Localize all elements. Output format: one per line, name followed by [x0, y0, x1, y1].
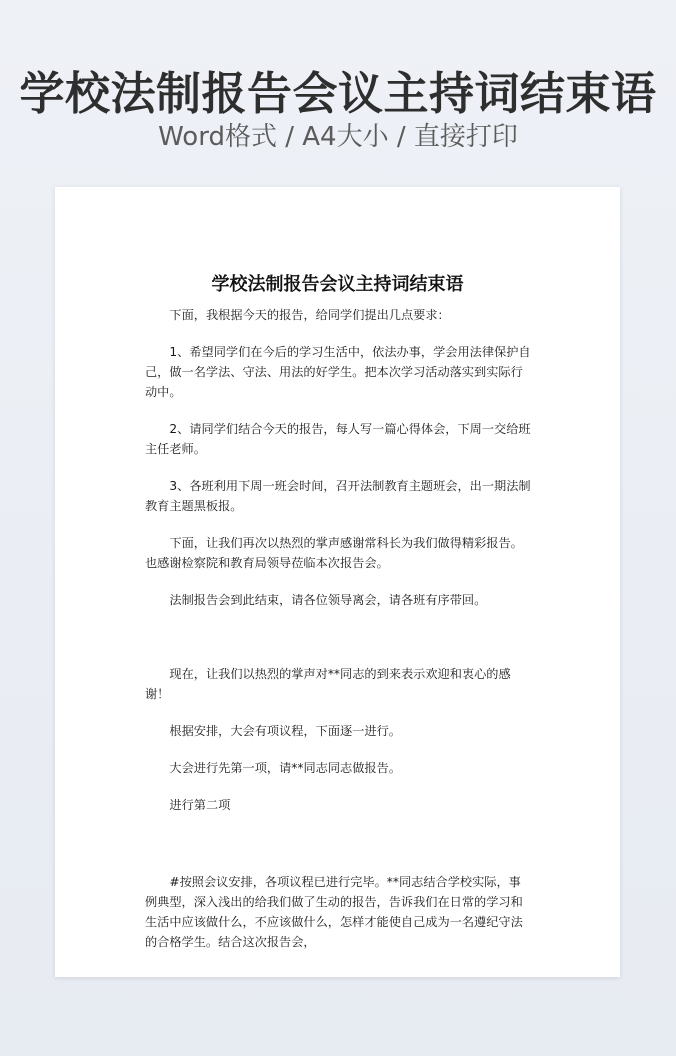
paragraph-second-item: 进行第二项	[169, 798, 231, 812]
paragraph-first-item: 大会进行先第一项，请**同志同志做报告。	[169, 761, 401, 775]
document-title: 学校法制报告会议主持词结束语	[211, 274, 464, 295]
document-body	[145, 305, 533, 952]
paragraph-intro: 下面，我根据今天的报告，给同学们提出几点要求：	[169, 308, 450, 322]
banner-subtitle: Word格式 / A4大小 / 直接打印	[158, 122, 518, 152]
paragraph-item-1: 1、希望同学们在今后的学习生活中，依法办事，学会用法律保护自己，做一名学法、守法、用法的好学生。把本次学习活动落实到实际行动中。	[145, 345, 531, 399]
paragraph-summary: #按照会议安排，各项议程已进行完毕。**同志结合学校实际，事例典型，深入浅出的给我们做了生动的报告，告诉我们在日常的学习和生活中应该做什么，不应该做什么，怎样才能使自己成为一名遵纪守法的合格学生。结合这次报告会，	[145, 875, 523, 949]
paragraph-item-2: 2、请同学们结合今天的报告，每人写一篇心得体会，下周一交给班主任老师。	[145, 422, 531, 456]
banner	[0, 0, 676, 180]
paragraph-closing: 法制报告会到此结束，请各位领导离会，请各班有序带回。	[169, 593, 487, 607]
banner-title: 学校法制报告会议主持词结束语	[19, 67, 657, 120]
paragraph-agenda: 根据安排，大会有项议程，下面逐一进行。	[169, 724, 401, 738]
document-page	[55, 187, 620, 977]
paragraph-welcome: 现在，让我们以热烈的掌声对**同志的到来表示欢迎和衷心的感谢！	[145, 667, 511, 701]
paragraph-item-3: 3、各班利用下周一班会时间，召开法制教育主题班会，出一期法制教育主题黑板报。	[145, 479, 531, 513]
paragraph-thanks: 下面，让我们再次以热烈的掌声感谢常科长为我们做得精彩报告。也感谢检察院和教育局领导莅临本次报告会。	[145, 536, 523, 570]
